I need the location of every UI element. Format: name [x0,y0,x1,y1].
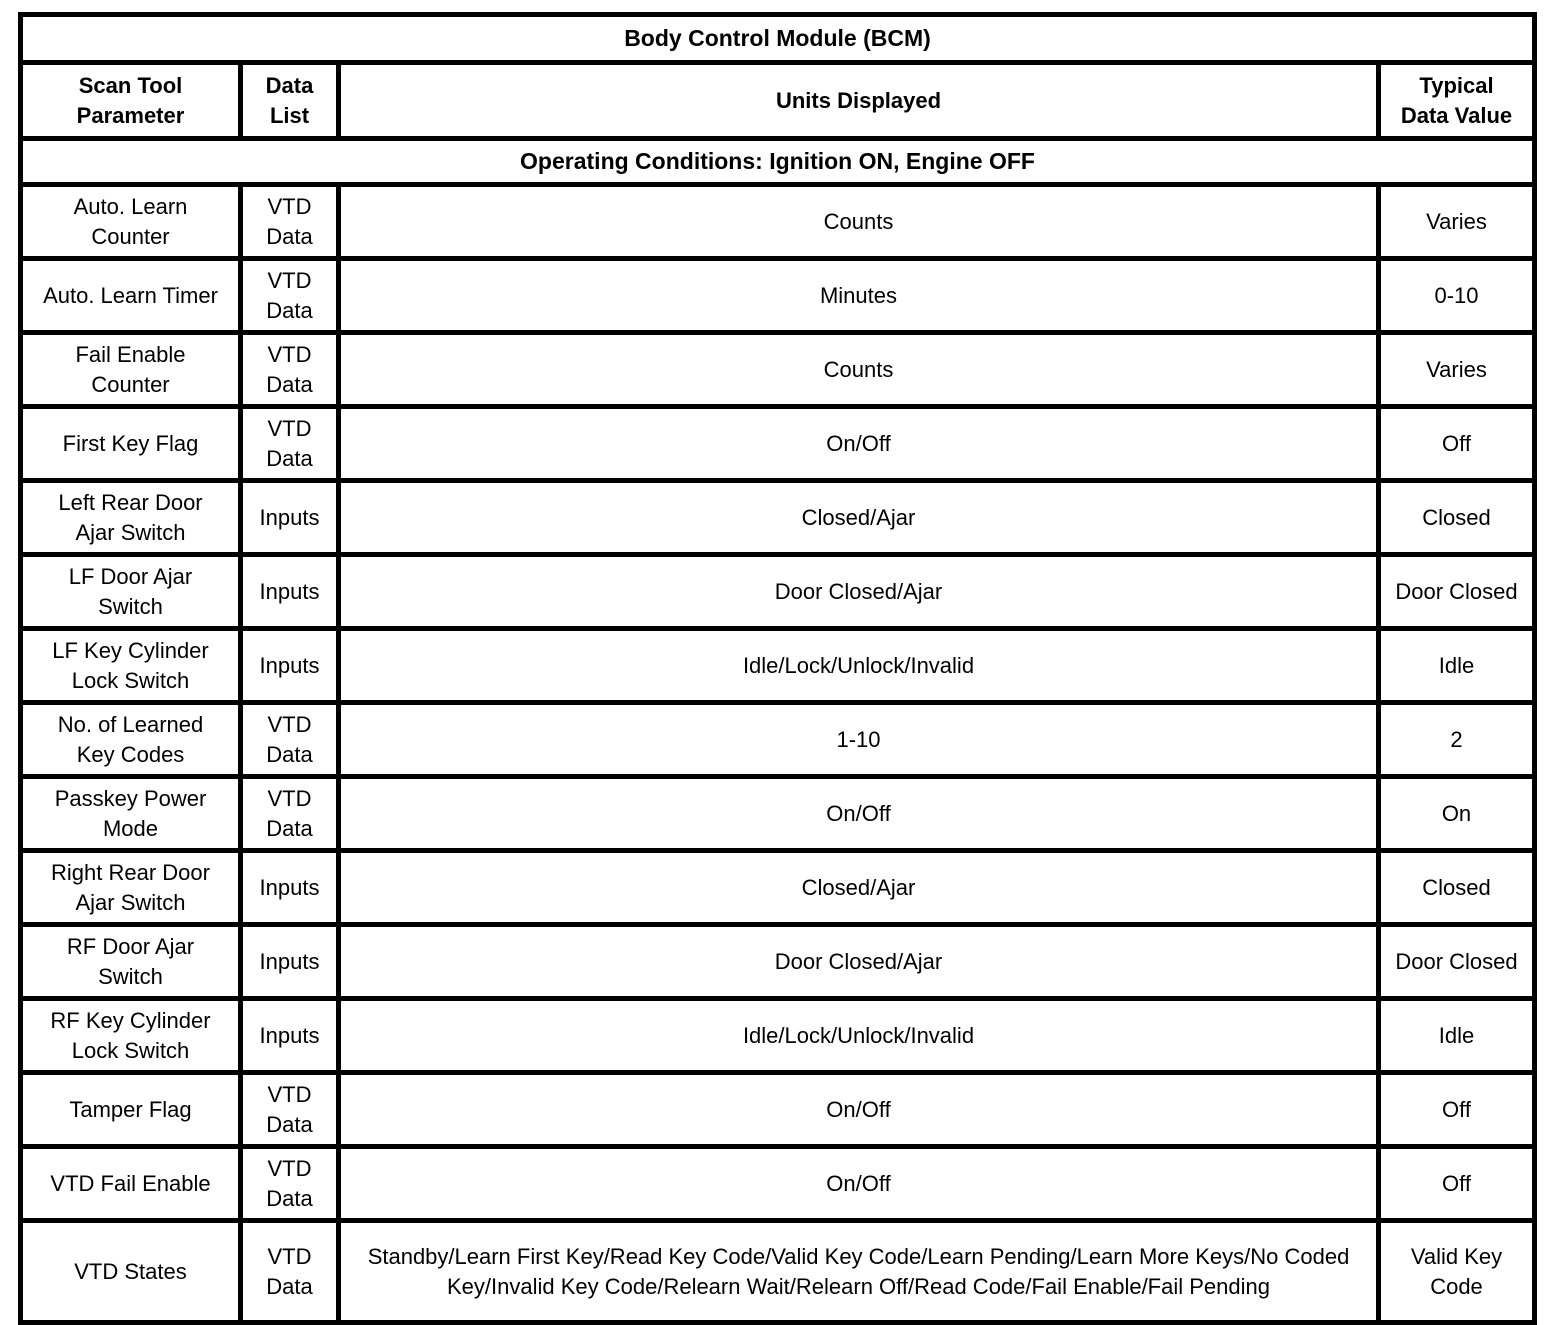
table-title: Body Control Module (BCM) [21,15,1535,63]
data-list-cell: VTD Data [241,333,339,407]
data-list-cell: Inputs [241,925,339,999]
data-list-cell: Inputs [241,629,339,703]
data-list-cell: VTD Data [241,703,339,777]
column-header-typical-data-value: Typical Data Value [1379,63,1535,139]
column-header-row [21,63,1535,139]
units-cell: Counts [339,333,1379,407]
units-cell: On/Off [339,1073,1379,1147]
value-cell: Off [1379,407,1535,481]
data-list-cell: VTD Data [241,1221,339,1323]
value-cell: Closed [1379,481,1535,555]
param-cell: LF Door Ajar Switch [21,555,241,629]
table-title-row [21,15,1535,63]
units-cell: Idle/Lock/Unlock/Invalid [339,999,1379,1073]
table-row [21,629,1535,703]
units-cell: Door Closed/Ajar [339,925,1379,999]
table-row [21,259,1535,333]
table-row [21,185,1535,259]
param-cell: No. of Learned Key Codes [21,703,241,777]
param-cell: Fail Enable Counter [21,333,241,407]
param-cell: Right Rear Door Ajar Switch [21,851,241,925]
data-list-cell: VTD Data [241,259,339,333]
table-row [21,925,1535,999]
table-row [21,407,1535,481]
value-cell: On [1379,777,1535,851]
param-cell: Auto. Learn Timer [21,259,241,333]
data-list-cell: VTD Data [241,777,339,851]
value-cell: Closed [1379,851,1535,925]
value-cell: Off [1379,1073,1535,1147]
units-cell: Closed/Ajar [339,851,1379,925]
value-cell: Idle [1379,999,1535,1073]
units-cell: Standby/Learn First Key/Read Key Code/Valid Key Code/Learn Pending/Learn More Keys/No Coded Key/Invalid Key Code/Relearn Wait/Relearn Off/Read Code/Fail Enable/Fail Pending [339,1221,1379,1323]
value-cell: Off [1379,1147,1535,1221]
value-cell: Idle [1379,629,1535,703]
units-cell: On/Off [339,1147,1379,1221]
units-cell: Idle/Lock/Unlock/Invalid [339,629,1379,703]
value-cell: Varies [1379,185,1535,259]
units-cell: Closed/Ajar [339,481,1379,555]
column-header-units-displayed: Units Displayed [339,63,1379,139]
table-row [21,481,1535,555]
units-cell: Counts [339,185,1379,259]
param-cell: VTD Fail Enable [21,1147,241,1221]
data-list-cell: VTD Data [241,1147,339,1221]
table-row [21,333,1535,407]
units-cell: Door Closed/Ajar [339,555,1379,629]
param-cell: First Key Flag [21,407,241,481]
table-row [21,703,1535,777]
table-row [21,1073,1535,1147]
param-cell: Tamper Flag [21,1073,241,1147]
param-cell: Left Rear Door Ajar Switch [21,481,241,555]
value-cell: Door Closed [1379,925,1535,999]
data-list-cell: Inputs [241,999,339,1073]
param-cell: RF Key Cylinder Lock Switch [21,999,241,1073]
operating-conditions-row [21,139,1535,185]
param-cell: Passkey Power Mode [21,777,241,851]
table-row [21,1221,1535,1323]
table-row [21,555,1535,629]
data-list-cell: VTD Data [241,185,339,259]
param-cell: LF Key Cylinder Lock Switch [21,629,241,703]
units-cell: 1-10 [339,703,1379,777]
data-list-cell: Inputs [241,555,339,629]
value-cell: 2 [1379,703,1535,777]
table-row [21,1147,1535,1221]
data-list-cell: VTD Data [241,1073,339,1147]
column-header-scan-tool-parameter: Scan Tool Parameter [21,63,241,139]
units-cell: On/Off [339,777,1379,851]
units-cell: On/Off [339,407,1379,481]
param-cell: Auto. Learn Counter [21,185,241,259]
value-cell: 0-10 [1379,259,1535,333]
table-row [21,999,1535,1073]
param-cell: RF Door Ajar Switch [21,925,241,999]
column-header-data-list: Data List [241,63,339,139]
data-list-cell: VTD Data [241,407,339,481]
bcm-parameter-table [18,12,1537,1325]
data-list-cell: Inputs [241,851,339,925]
units-cell: Minutes [339,259,1379,333]
param-cell: VTD States [21,1221,241,1323]
value-cell: Door Closed [1379,555,1535,629]
table-header [21,15,1535,185]
operating-conditions-label: Operating Conditions: Ignition ON, Engine OFF [21,139,1535,185]
value-cell: Varies [1379,333,1535,407]
table-body [21,185,1535,1323]
table-row [21,851,1535,925]
table-row [21,777,1535,851]
value-cell: Valid Key Code [1379,1221,1535,1323]
data-list-cell: Inputs [241,481,339,555]
